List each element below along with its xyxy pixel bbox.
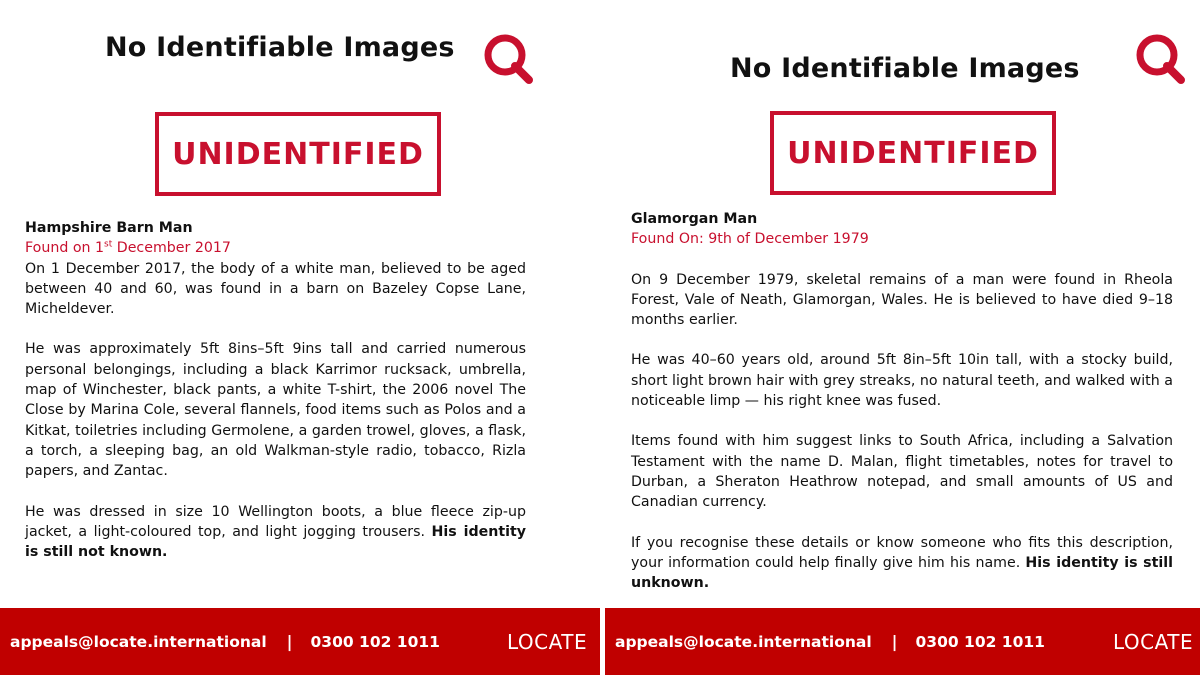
phone-number[interactable]: 0300 102 1011: [915, 632, 1045, 651]
unidentified-stamp: UNIDENTIFIED: [770, 111, 1056, 195]
email-link[interactable]: appeals@locate.international: [10, 632, 267, 651]
identity-status: His identity is still unknown.: [631, 554, 1173, 592]
footer-separator: |: [891, 632, 898, 651]
case-paragraph: He was approximately 5ft 8ins–5ft 9ins tall and carried numerous personal belongings, including a black Karrimor rucksack, umbrella, map of Winchester, black pants, a white T-shirt, the 2006 novel The Close by Marina Cole, several flannels, food items such as Polos and a Kitkat, toiletries including Germolene, a garden trowel, gloves, a flask, a torch, a sleeping bag, an old Walkman-style radio, tobacco, Rizla papers, and Zantac.: [25, 341, 526, 480]
case-paragraph: If you recognise these details or know someone who fits this description, your information could help finally give him his name. His identity is still unknown.: [631, 534, 1173, 592]
locate-brand-logo: LOCATE: [1113, 629, 1194, 654]
phone-number[interactable]: 0300 102 1011: [310, 632, 440, 651]
right-case-panel: [605, 0, 1200, 675]
case-name: Glamorgan Man: [631, 211, 758, 227]
footer-separator: |: [286, 632, 293, 651]
email-link[interactable]: appeals@locate.international: [615, 632, 872, 651]
case-paragraph: He was dressed in size 10 Wellington boots, a blue fleece zip-up jacket, a light-coloured top, and light jogging trousers. His identity is still not known.: [25, 503, 526, 561]
contact-footer: [0, 608, 600, 675]
case-details: [25, 218, 526, 562]
magnifier-q-logo-icon: [1133, 32, 1187, 84]
unidentified-stamp: UNIDENTIFIED: [155, 112, 441, 196]
magnifier-q-logo-icon: [481, 32, 535, 84]
case-paragraph: He was 40–60 years old, around 5ft 8in–5ft 10in tall, with a stocky build, short light brown hair with grey streaks, no natural teeth, and walked with a noticeable limp — his right knee was fused.: [631, 352, 1173, 410]
header-title: No Identifiable Images: [730, 53, 1080, 84]
case-paragraph: Items found with him suggest links to South Africa, including a Salvation Testament with the name D. Malan, flight timetables, notes for travel to Durban, a Sheraton Heathrow notepad, and small amounts of US and Canadian currency.: [631, 433, 1173, 511]
identity-status: His identity is still not known.: [25, 523, 526, 561]
found-on-date: Found On: 9th of December 1979: [631, 231, 869, 248]
locate-brand-logo: LOCATE: [507, 629, 588, 654]
contact-footer: [605, 608, 1200, 675]
case-paragraph: On 1 December 2017, the body of a white man, believed to be aged between 40 and 60, was found in a barn on Bazeley Copse Lane, Micheldever.: [25, 260, 526, 318]
header-title: No Identifiable Images: [105, 32, 455, 63]
case-name: Hampshire Barn Man: [25, 220, 193, 236]
case-paragraph: On 9 December 1979, skeletal remains of a man were found in Rheola Forest, Vale of Neath, Glamorgan, Wales. He is believed to have died 9–18 months earlier.: [631, 271, 1173, 329]
case-details: [631, 209, 1173, 593]
found-on-date: Found on 1st December 2017: [25, 239, 231, 257]
